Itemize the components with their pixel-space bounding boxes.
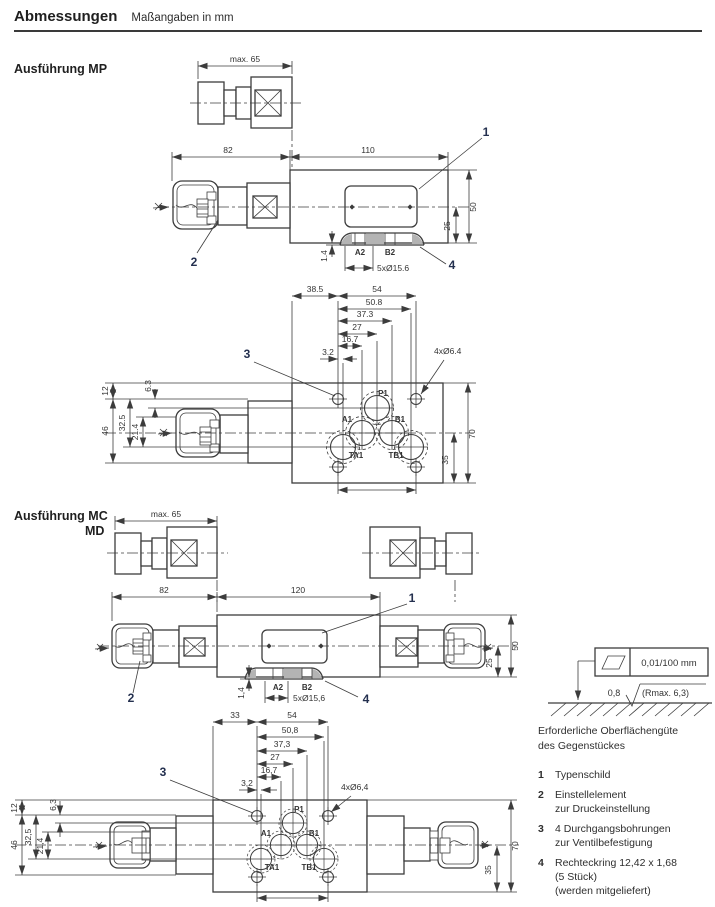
dim-70: 70 (510, 841, 520, 851)
mp-side-view (153, 125, 490, 273)
mc-port-view (9, 710, 520, 902)
dim-32-5: 32.5 (117, 414, 127, 432)
legend-text: zur Druckeinstellung (555, 803, 651, 815)
callout-2: 2 (190, 255, 198, 269)
legend-text: Typenschild (555, 769, 611, 781)
port-tb1-label: TB1 (388, 451, 404, 460)
mc-side-view (95, 585, 520, 706)
legend-item-4 (538, 856, 710, 898)
port-ta1-label: TA1 (264, 863, 280, 872)
callout-2: 2 (127, 691, 135, 705)
mp-port-view (100, 284, 477, 494)
nameplate (262, 630, 327, 663)
dim-110: 110 (361, 145, 375, 155)
legend-text: (5 Stück) (555, 871, 598, 883)
dim-16-7: 16.7 (341, 334, 359, 344)
section-label-mp: Ausführung MP (14, 62, 108, 76)
legend-item-1 (538, 768, 710, 782)
roughness-value: 0,8 (607, 688, 621, 698)
callout-3: 3 (243, 347, 251, 361)
port-ta1-label: TA1 (348, 451, 364, 460)
dim-35: 35 (483, 865, 493, 875)
dim-3-2: 3,2 (241, 778, 253, 788)
legend-item-3 (538, 822, 710, 850)
port-p1-label: P1 (294, 805, 304, 814)
port-tb1-label: TB1 (301, 863, 317, 872)
dim-4xd6-4: 4xØ6,4 (341, 782, 369, 792)
dim-1-4: 1.4 (319, 250, 329, 262)
dim-37-3: 37,3 (273, 739, 291, 749)
dim-6-3: 6.3 (143, 380, 153, 392)
legend-num: 1 (538, 769, 544, 781)
dim-37-3: 37.3 (356, 309, 374, 319)
port-a1-label: A1 (260, 829, 272, 838)
dim-120: 120 (290, 585, 306, 595)
dim-5xd15-6: 5xØ15,6 (293, 693, 326, 703)
callout-4: 4 (448, 258, 456, 272)
dim-21-4: 21,4 (35, 837, 45, 855)
legend-text: zur Ventilbefestigung (555, 837, 653, 849)
port-b1-label: B1 (308, 829, 320, 838)
mp-connector-top-view (190, 54, 303, 168)
port-b2-label: B2 (301, 683, 313, 692)
dim-33: 33 (230, 710, 240, 720)
surface-caption (538, 724, 710, 754)
port-p1-label: P1 (378, 389, 388, 398)
dim-1-4: 1,4 (236, 687, 246, 699)
legend (538, 768, 710, 904)
dim-4xd6-4: 4xØ6.4 (434, 346, 462, 356)
section-label-md: MD (85, 524, 105, 538)
mounting-plate (213, 800, 367, 892)
dim-35: 35 (440, 455, 450, 465)
hatch-pattern (551, 703, 709, 716)
knurled-cap (446, 533, 472, 574)
knurled-cap (115, 533, 141, 574)
dim-12: 12 (100, 386, 110, 396)
surface-caption-line1: Erforderliche Oberflächengüte (538, 725, 679, 737)
dim-46: 46 (100, 426, 110, 436)
port-b2-label: B2 (384, 248, 396, 257)
dim-82: 82 (223, 145, 233, 155)
legend-item-2 (538, 788, 710, 816)
port-a2-label: A2 (272, 683, 284, 692)
dim-32-5: 32,5 (23, 828, 33, 846)
dim-27: 27 (352, 322, 362, 332)
legend-num: 4 (538, 857, 544, 869)
legend-text: (werden mitgeliefert) (555, 885, 651, 897)
callout-1: 1 (482, 125, 490, 139)
dim-70: 70 (467, 429, 477, 439)
dim-50: 50 (510, 641, 520, 651)
dim-max65: max. 65 (229, 54, 261, 64)
legend-text: 4 Durchgangsbohrungen (555, 823, 671, 835)
port-a1-label: A1 (341, 415, 353, 424)
dim-50: 50 (468, 202, 478, 212)
legend-text: Rechteckring 12,42 x 1,68 (555, 857, 677, 869)
flatness-tolerance: 0,01/100 mm (641, 658, 697, 669)
dim-46: 46 (9, 840, 19, 850)
dim-max65: max. 65 (150, 509, 182, 519)
callout-1: 1 (408, 591, 416, 605)
dim-25: 25 (484, 658, 494, 668)
dim-50-8: 50,8 (281, 725, 299, 735)
dim-16-7: 16,7 (260, 765, 278, 775)
roughness-max: (Rmax. 6,3) (642, 688, 690, 698)
section-label-mc: Ausführung MC (14, 509, 108, 523)
surface-caption-line2: des Gegenstückes (538, 740, 625, 752)
dim-82: 82 (159, 585, 169, 595)
dim-50-8: 50.8 (365, 297, 383, 307)
dim-6-3: 6,3 (48, 799, 58, 811)
page-subtitle: Maßangaben in mm (131, 12, 234, 24)
legend-text: Einstellelement (555, 789, 627, 801)
dim-12: 12 (9, 803, 19, 813)
dim-21-4: 21.4 (130, 423, 140, 441)
dim-3-2: 3.2 (322, 347, 334, 357)
port-a2-label: A2 (354, 248, 366, 257)
nameplate (345, 186, 417, 227)
callout-3: 3 (159, 765, 167, 779)
dim-54: 54 (287, 710, 297, 720)
legend-num: 3 (538, 823, 544, 835)
surface-quality-detail (548, 648, 712, 716)
dim-38-5: 38.5 (306, 284, 324, 294)
callout-4: 4 (362, 692, 370, 706)
dim-25: 25 (442, 221, 452, 231)
dim-54: 54 (372, 284, 382, 294)
port-b1-label: B1 (394, 415, 406, 424)
legend-num: 2 (538, 789, 544, 801)
page-title: Abmessungen (14, 8, 118, 25)
dim-5xd15-6: 5xØ15.6 (377, 263, 410, 273)
dim-27: 27 (270, 752, 280, 762)
